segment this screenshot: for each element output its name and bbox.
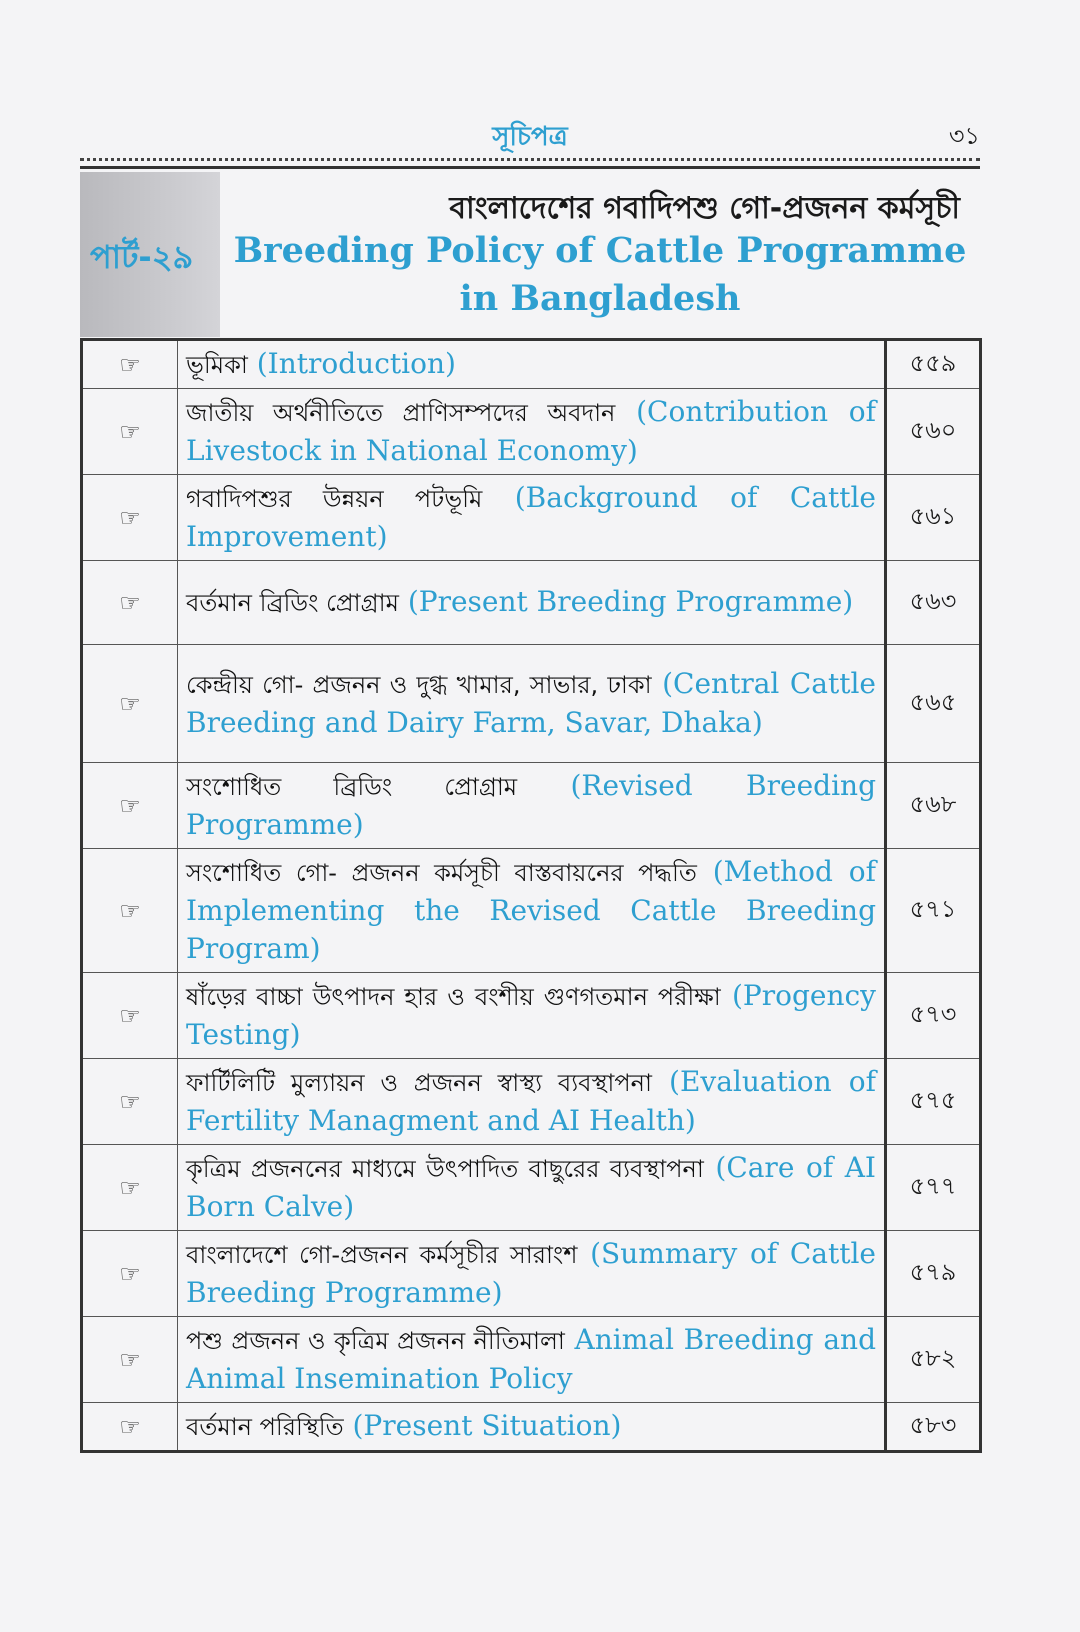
entry-title-english: (Evaluation of Fertility Managment and AI Health): [186, 1065, 876, 1137]
entry-title-bengali: ফার্টিলিটি মুল্যায়ন ও প্রজনন স্বাস্থ্য ব্যবস্থাপনা: [186, 1069, 652, 1097]
entry-page-number: ৫৮২: [886, 1317, 981, 1403]
entry-page-number: ৫৬০: [886, 389, 981, 475]
pointing-hand-icon: ☞: [82, 475, 178, 561]
contents-entry: [82, 1403, 981, 1452]
part-title-english-line2: in Bangladesh: [459, 278, 741, 319]
entry-title-bengali: জাতীয় অর্থনীতিতে প্রাণিসম্পদের অবদান: [186, 399, 616, 427]
entry-title-bengali: গবাদিপশুর উন্নয়ন পটভূমি: [186, 485, 483, 513]
entry-page-number: ৫৮৩: [886, 1403, 981, 1452]
pointing-hand-icon: ☞: [82, 389, 178, 475]
pointing-hand-icon: ☞: [82, 645, 178, 763]
entry-page-number: ৫৭১: [886, 849, 981, 973]
entry-title-english: (Revised Breeding Programme): [186, 769, 876, 841]
pointing-hand-icon: ☞: [82, 1317, 178, 1403]
entry-title-english: (Care of AI Born Calve): [186, 1151, 876, 1223]
part-title-english-line1: Breeding Policy of Cattle Programme: [233, 230, 967, 271]
entry-title: [178, 1231, 886, 1317]
entry-title-english: (Present Breeding Programme): [407, 585, 854, 618]
part-title-english: [230, 227, 970, 323]
pointing-hand-icon: ☞: [82, 561, 178, 645]
entry-title: [178, 389, 886, 475]
entry-page-number: ৫৭৫: [886, 1059, 981, 1145]
part-label: পার্ট-২৯: [90, 238, 194, 276]
pointing-hand-icon: ☞: [82, 763, 178, 849]
entry-title: [178, 973, 886, 1059]
pointing-hand-icon: ☞: [82, 1403, 178, 1452]
contents-entry: [82, 645, 981, 763]
contents-entry: [82, 561, 981, 645]
entry-page-number: ৫৭৯: [886, 1231, 981, 1317]
part-heading: [80, 172, 980, 337]
entry-title-english: (Progency Testing): [186, 979, 876, 1051]
contents-entry: [82, 763, 981, 849]
entry-title-bengali: কেন্দ্রীয় গো- প্রজনন ও দুগ্ধ খামার, সাভার, ঢাকা: [186, 671, 652, 699]
page-number: ৩১: [948, 122, 980, 150]
entry-title-bengali: বর্তমান ব্রিডিং প্রোগ্রাম: [186, 589, 399, 617]
entry-page-number: ৫৭৭: [886, 1145, 981, 1231]
entry-title-bengali: ভূমিকা: [186, 351, 248, 379]
entry-title: [178, 1059, 886, 1145]
entry-title-bengali: ষাঁড়ের বাচ্চা উৎপাদন হার ও বংশীয় গুণগতমান পরীক্ষা: [186, 983, 721, 1011]
contents-entry: [82, 389, 981, 475]
entry-page-number: ৫৭৩: [886, 973, 981, 1059]
contents-entry: [82, 475, 981, 561]
contents-entry: [82, 1231, 981, 1317]
header-rule: [80, 166, 980, 169]
contents-table-body: [82, 340, 981, 1452]
entry-page-number: ৫৬১: [886, 475, 981, 561]
entry-title: [178, 1317, 886, 1403]
entry-title-english: (Introduction): [256, 347, 456, 380]
entry-title: [178, 1403, 886, 1452]
entry-title-english: Animal Breeding and Animal Insemination Policy: [186, 1323, 876, 1395]
entry-title-english: (Summary of Cattle Breeding Programme): [186, 1237, 876, 1309]
entry-title-english: (Background of Cattle Improvement): [186, 481, 876, 553]
running-title: সূচিপত্র: [492, 122, 568, 152]
entry-title-bengali: সংশোধিত ব্রিডিং প্রোগ্রাম: [186, 773, 518, 801]
entry-title: [178, 849, 886, 973]
entry-title-english: (Present Situation): [352, 1409, 622, 1442]
running-head: [80, 112, 980, 161]
entry-page-number: ৫৫৯: [886, 340, 981, 389]
entry-title-english: (Contribution of Livestock in National Economy): [186, 395, 876, 467]
entry-page-number: ৫৬৫: [886, 645, 981, 763]
entry-title-bengali: বর্তমান পরিস্থিতি: [186, 1413, 344, 1441]
entry-title-english: (Central Cattle Breeding and Dairy Farm, Savar, Dhaka): [186, 667, 876, 739]
pointing-hand-icon: ☞: [82, 340, 178, 389]
contents-entry: [82, 849, 981, 973]
pointing-hand-icon: ☞: [82, 973, 178, 1059]
entry-title: [178, 763, 886, 849]
entry-page-number: ৫৬৩: [886, 561, 981, 645]
pointing-hand-icon: ☞: [82, 1145, 178, 1231]
entry-title: [178, 475, 886, 561]
contents-entry: [82, 340, 981, 389]
contents-table: [80, 338, 982, 1453]
entry-title: [178, 1145, 886, 1231]
entry-title: [178, 645, 886, 763]
contents-entry: [82, 1145, 981, 1231]
entry-title-bengali: সংশোধিত গো- প্রজনন কর্মসূচী বাস্তবায়নের পদ্ধতি: [186, 859, 697, 887]
entry-title-bengali: কৃত্রিম প্রজননের মাধ্যমে উৎপাদিত বাছুরের ব্যবস্থাপনা: [186, 1155, 704, 1183]
entry-title-english: (Method of Implementing the Revised Cattle Breeding Program): [186, 855, 876, 965]
pointing-hand-icon: ☞: [82, 1231, 178, 1317]
pointing-hand-icon: ☞: [82, 1059, 178, 1145]
entry-title: [178, 340, 886, 389]
entry-page-number: ৫৬৮: [886, 763, 981, 849]
entry-title-bengali: পশু প্রজনন ও কৃত্রিম প্রজনন নীতিমালা: [186, 1327, 565, 1355]
part-title-bengali: বাংলাদেশের গবাদিপশু গো-প্রজনন কর্মসূচী: [449, 191, 960, 226]
entry-title-bengali: বাংলাদেশে গো-প্রজনন কর্মসূচীর সারাংশ: [186, 1241, 578, 1269]
entry-title: [178, 561, 886, 645]
contents-entry: [82, 1059, 981, 1145]
contents-entry: [82, 973, 981, 1059]
pointing-hand-icon: ☞: [82, 849, 178, 973]
contents-entry: [82, 1317, 981, 1403]
